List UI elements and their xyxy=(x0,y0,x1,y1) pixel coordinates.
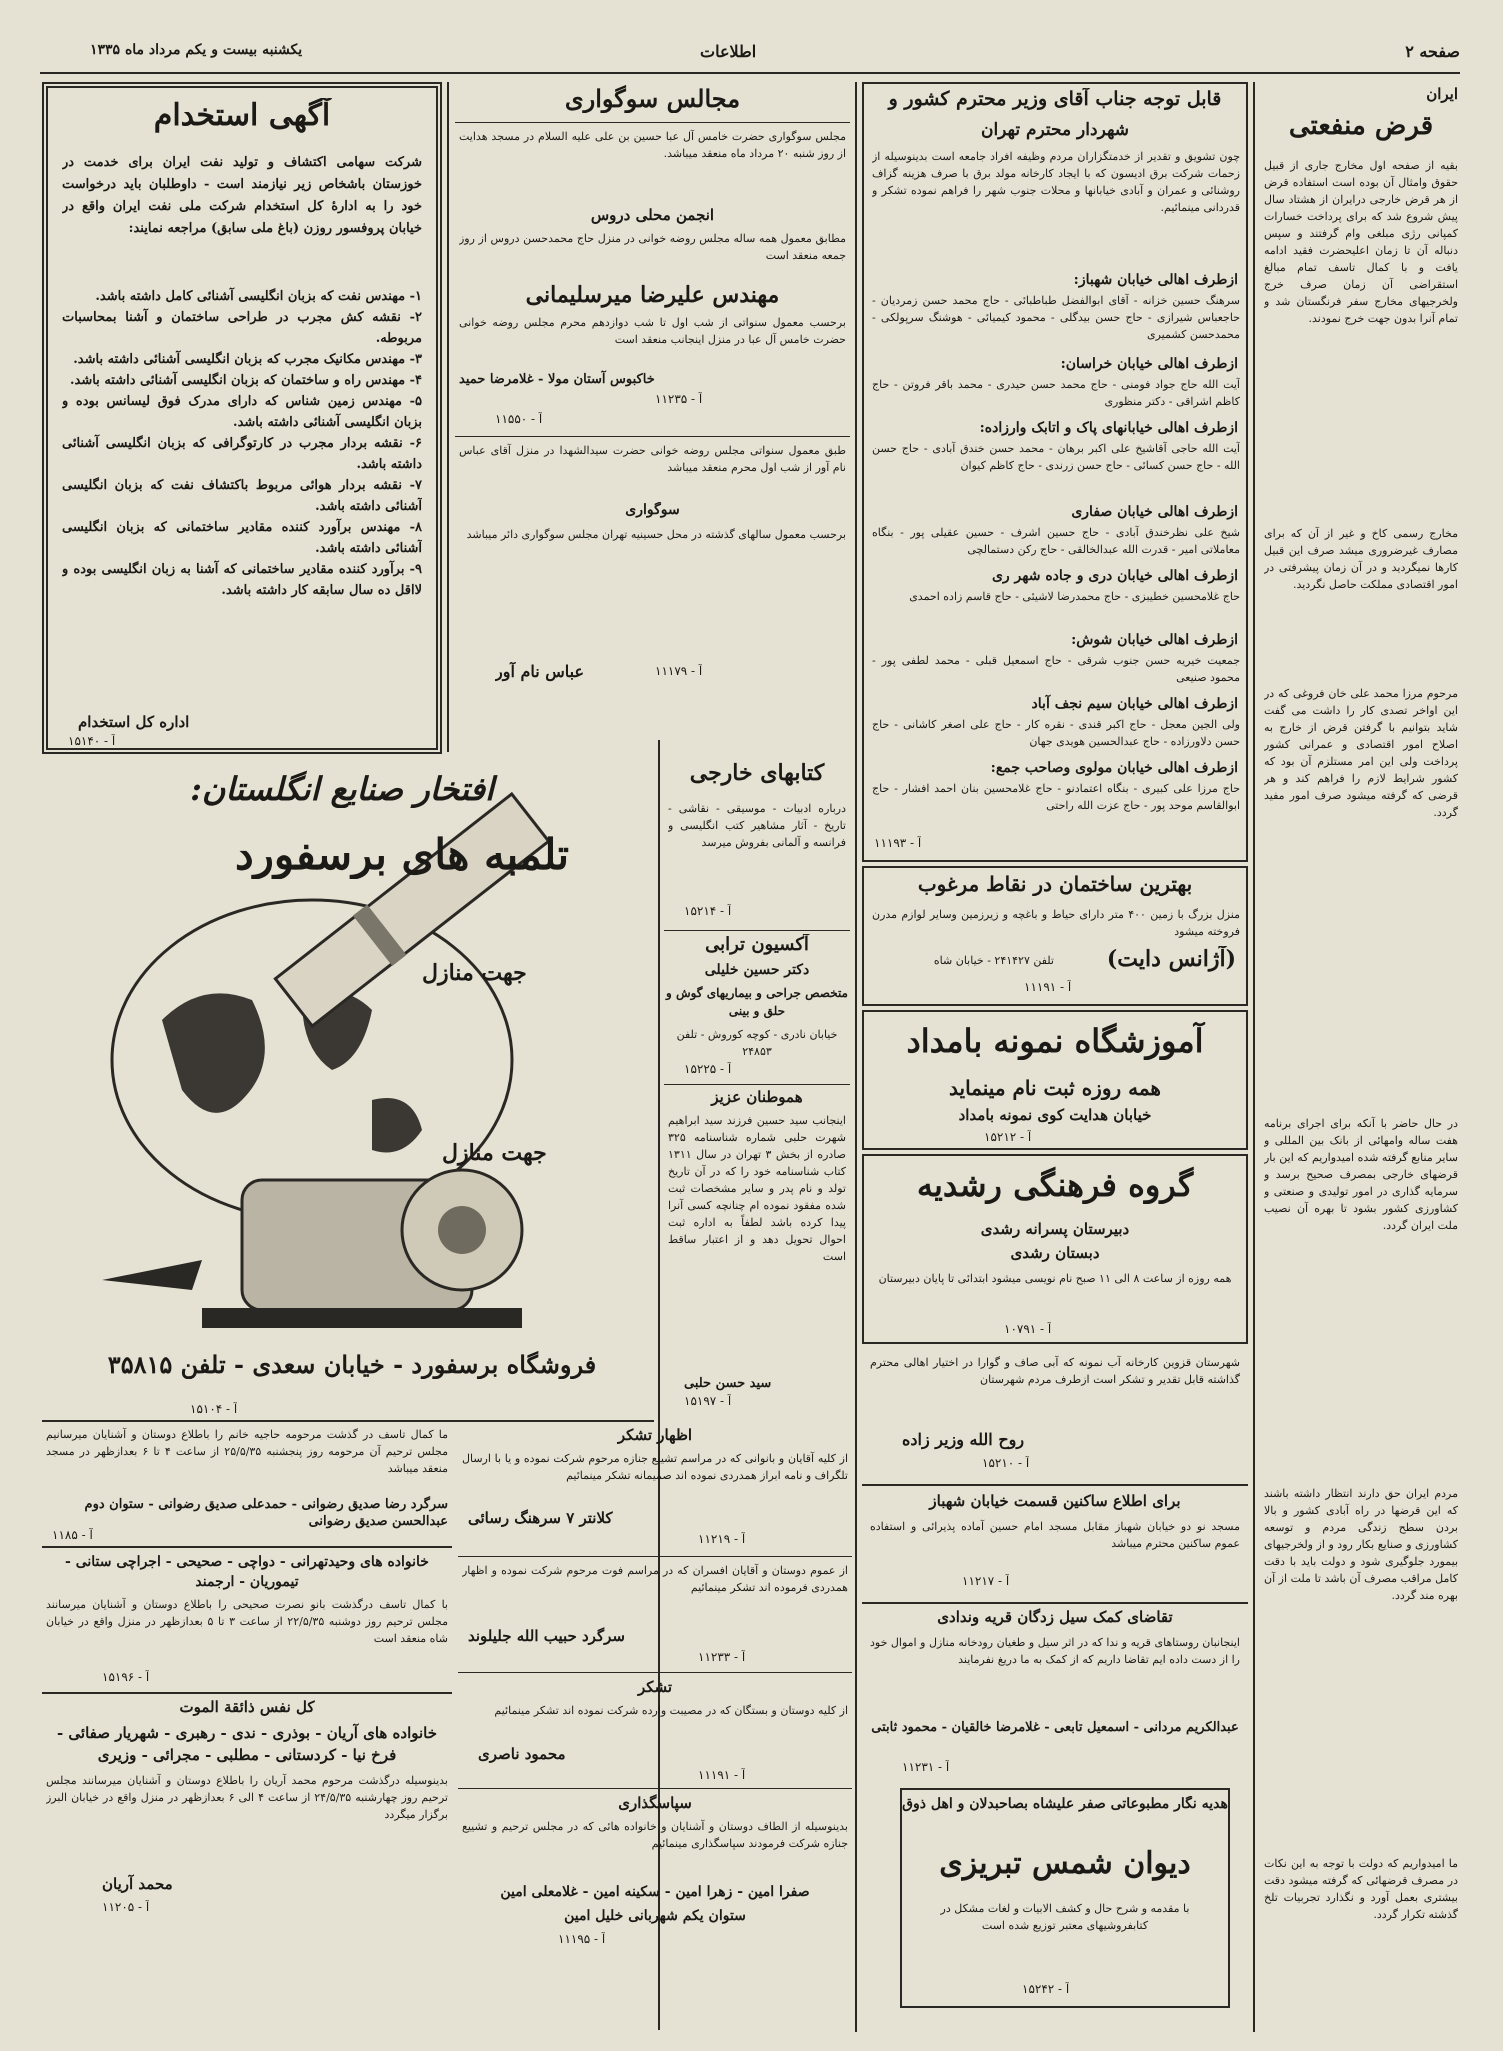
ad-body: همه روزه از ساعت ۸ الی ۱۱ صبح نام نویسی میشود ابتدائی تا پایان دبیرستان xyxy=(878,1272,1232,1285)
ad-code: آ - ۱۱۸۵ xyxy=(52,1528,93,1542)
ad-slogan: افتخار صنایع انگلستان: xyxy=(190,770,494,808)
ad-code: آ - ۱۱۲۳۵ xyxy=(655,392,703,406)
divan-ad xyxy=(900,1788,1230,2008)
ad-code: آ - ۱۱۲۳۱ xyxy=(902,1760,950,1774)
divider xyxy=(42,1546,452,1548)
group-heading: ازطرف اهالی خیابان خراسان: xyxy=(1060,356,1238,372)
pump-brand: تلمبه های برسفورد xyxy=(234,830,570,879)
ad-body: اینجانب سید حسین فرزند سید ابراهیم شهرت حلبی شماره شناسنامه ۳۲۵ صادره از بخش ۳ تهران در سال ۱۳۱۱ کتاب شناسنامه خود را که در آن تاریخ تولد و نام پدر و سایر مشخصات ثبت شده مفقود نموده ام چنانچه کسی آنرا پیدا کرده باشد لطفاً به اداره ثبت احوال تحویل دهد و از اعتبار ساقط است xyxy=(668,1114,846,1263)
divider xyxy=(458,1556,852,1557)
ad-signature: اداره کل استخدام xyxy=(78,713,190,731)
compatriots-ad xyxy=(664,1088,850,1418)
pump-arrow xyxy=(102,1260,202,1290)
ad-line: دکتر حسین خلیلی xyxy=(704,962,810,978)
notice-body: مطابق معمول همه ساله مجلس روضه خوانی در منزل حاج محمدحسن دروس از روز جمعه منعقد است xyxy=(459,232,846,262)
newspaper-name: اطلاعات xyxy=(700,42,757,61)
position-item: ۷- نقشه بردار هوائی مربوط باکتشاف نفت که بزبان انگلیسی آشنائی داشته باشد. xyxy=(62,478,422,514)
notice-title: کل نفس ذائقة الموت xyxy=(179,1698,315,1716)
notice-signature: سرگرد رضا صدیق رضوانی - حمدعلی صدیق رضوانی - ستوان دوم عبدالحسن صدیق رضوانی xyxy=(84,1497,448,1529)
column-divider xyxy=(855,82,857,2032)
divider xyxy=(42,1420,654,1422)
position-item: ۹- برآورد کننده مقادیر ساختمانی که آشنا به زبان انگلیسی بوده و لااقل ده سال سابقه کار داشته باشد. xyxy=(62,562,422,598)
notice-body: برحسب معمول سالهای گذشته در محل حسینیه تهران مجلس سوگواری دائر میباشد xyxy=(466,528,846,541)
school-ad xyxy=(862,1010,1248,1150)
position-item: ۲- نقشه کش مجرب در طراحی ساختمان و آشنا بمحاسبات مربوطه. xyxy=(62,310,422,346)
ad-code: آ - ۱۱۱۹۱ xyxy=(1024,980,1072,994)
ad-title: آموزشگاه نمونه بامداد xyxy=(906,1022,1204,1060)
ad-body: خیابان نادری - کوچه کوروش - تلفن ۲۴۸۵۳ xyxy=(676,1028,838,1058)
group-names: سرهنگ حسین خزانه - آقای ابوالفضل طباطبائی - حاج محمد حسن زمردیان - حاجعباس شیرازی - حاج حسن بیدگلی - محمود کیمیائی - هوشنگ سرپولکی - محمدحسن کشمیری xyxy=(872,294,1240,341)
column-divider xyxy=(447,82,449,752)
minister-notice xyxy=(862,82,1248,862)
obituary-1 xyxy=(42,1424,452,1544)
notice-body: با کمال تاسف درگذشت بانو نصرت صحیحی را باطلاع دوستان و آشنایان میرسانند مجلس ترحیم روز دوشنبه ۲۲/۵/۳۵ از ساعت ۳ تا ۵ بعدازظهر در منزل واقع در خیابان شاه منعقد است xyxy=(46,1598,448,1645)
ad-signature: سید حسن حلبی xyxy=(684,1376,772,1391)
notice-body: اینجانبان روستاهای قریه و ندا که در اثر سیل و طغیان رودخانه منازل و اموال خود را از دست داده ایم تقاضا داریم که از کمک به ما دریغ نفرمایند xyxy=(870,1636,1240,1666)
ad-line: همه روزه ثبت نام مینماید xyxy=(949,1076,1161,1100)
ad-code: آ - ۱۰۷۹۱ xyxy=(1004,1322,1052,1336)
notice-title: تشکر xyxy=(637,1678,673,1696)
notice-title: اظهار تشکر xyxy=(617,1426,693,1444)
family-names: خانواده های آریان - بوذری - ندی - رهبری - شهریار صفائی - فرخ نیا - کردستانی - مطلبی - مجرائی - وزیری xyxy=(56,1724,438,1764)
hiring-ad xyxy=(42,82,442,754)
notice-subhead: شهردار محترم تهران xyxy=(980,120,1130,140)
notice-subtitle: سوگواری xyxy=(625,502,680,518)
article-title: قرض منفعتی xyxy=(1288,111,1434,141)
obituary-2 xyxy=(42,1550,452,1690)
article-body: بقیه از صفحه اول مخارج جاری از قبیل حقوق وامثال آن بوده است استفاده قرض از هر قرض خارجی درایران از هشتاد سال پیش شروع شد که برای پرداخت خسارات کمپانی رژی مبلغی وام گرفتند و سپس دنباله آن تا زمان اعلیحضرت فقید ادامه یافت و با کمال تاسف تمام مبالغ استقراضی آن زمان صرف خرج ولخرجیهای مخارج سفر فرنگستان شد و تمام آنرا بدون جهت خرج نمودند. xyxy=(1264,159,1458,325)
ad-body: درباره ادبیات - موسیقی - نقاشی - تاریخ - آثار مشاهیر کتب انگلیسی و فرانسه و آلمانی بفروش میرسد xyxy=(668,802,846,849)
group-names: حاج مرزا علی کبیری - بنگاه اعتمادنو - حاج غلامحسین بنان احمد افشار - حاج ابوالقاسم موحد پور - حاج عزت الله راحتی xyxy=(872,782,1240,812)
group-names: شیخ علی نظرخندق آبادی - حاج حسین اشرف - حسین عقیلی پور - بنگاه معاملاتی امیر - قدرت الله عبدالخالقی - حاج رکن دستمالچی xyxy=(872,526,1240,556)
page-number: صفحه ۲ xyxy=(1405,42,1460,61)
ad-line: متخصص جراحی و بیماریهای گوش و حلق و بینی xyxy=(665,986,848,1018)
page-header xyxy=(40,40,1460,68)
divider xyxy=(862,1484,1248,1486)
ad-code: آ - ۱۱۱۷۹ xyxy=(655,664,703,678)
group-heading: ازطرف اهالی خیابان صفاری xyxy=(1071,504,1238,520)
notice-body: برحسب معمول سنواتی از شب اول تا شب دوازدهم محرم مجلس روضه خوانی حضرت خامس آل عبا در منزل اینجانب منعقد است xyxy=(459,316,846,346)
ad-code: آ - ۱۵۱۰۴ xyxy=(190,1402,238,1416)
section-label: ایران xyxy=(1426,85,1458,103)
notice-signature: صفرا امین - زهرا امین - سکینه امین - غلامعلی امین xyxy=(500,1884,810,1900)
notice-body: از عموم دوستان و آقایان افسران که در مراسم فوت مرحوم شرکت نموده و اظهار همدردی فرموده اند تشکر مینمائیم xyxy=(462,1564,848,1594)
iran-column xyxy=(1262,85,1460,2030)
position-item: ۶- نقشه بردار مجرب در کارتوگرافی که بزبان انگلیسی آشنائی داشته باشد. xyxy=(62,436,422,472)
ad-code: آ - ۱۵۲۲۵ xyxy=(684,1062,732,1076)
pipe-barrel xyxy=(275,794,548,1026)
notice-body: مسجد نو دو خیابان شهباز مقابل مسجد امام حسین آماده پذیرائی و استفاده عموم ساکنین محترم میباشد xyxy=(870,1520,1240,1550)
section-title: مجالس سوگواری xyxy=(564,84,741,113)
article-body: مخارج رسمی کاخ و غیر از آن که برای مصارف غیرضروری میشد صرف این قبیل کارها نمیگردید و در آن زمان پیشرفتی در امور اقتصادی مملکت حاصل نگردید. xyxy=(1264,527,1458,591)
ad-code: آ - ۱۵۱۹۷ xyxy=(684,1394,732,1408)
mourning-notices xyxy=(455,82,850,742)
pump-tag: جهت منازل xyxy=(422,960,527,986)
divider xyxy=(455,122,850,123)
ad-line: دبستان رشدی xyxy=(1010,1244,1100,1262)
engineer-title: مهندس علیرضا میرسلیمانی xyxy=(525,282,780,308)
agency-logo: (آژانس دایت) xyxy=(1106,946,1236,972)
globe-continents xyxy=(162,992,422,1153)
books-ad xyxy=(664,760,850,928)
position-item: ۵- مهندس زمین شناس که دارای مدرک فوق لیسانس بوده و بزبان انگلیسی آشنائی داشته باشد. xyxy=(62,394,422,430)
group-heading: ازطرف اهالی خیابان مولوی وصاحب جمع: xyxy=(990,760,1238,776)
ad-code: آ - ۱۵۱۴۰ xyxy=(68,734,116,748)
notice-intro: چون تشویق و تقدیر از خدمتگزاران مردم وظیفه افراد جامعه است بدینوسیله از زحمات شرکت برق ادیسون که با ایجاد کارخانه مولد برق با صرف هزینه گزاف روشنائی و عمران و آبادی خیابانها و محلات جنوب شهر را فراهم نموده تشکر و قدردانی مینمائیم. xyxy=(872,150,1240,214)
group-names: آیت الله حاجی آقاشیخ علی اکبر برهان - محمد حسن خندق آبادی - حاج حسن الله - حاج حسن کسائی - حاج حسن زرندی - حاج کاظم کیوان xyxy=(872,442,1240,472)
notice-signature: خاکبوس آستان مولا - غلامرضا حمید xyxy=(459,372,655,387)
ad-code: آ - ۱۱۵۵۰ xyxy=(495,412,543,426)
pump-tag: جهت منازل xyxy=(442,1140,547,1166)
notice-signature: سرگرد حبیب الله جلیلوند xyxy=(468,1627,625,1645)
obituary-3 xyxy=(42,1696,452,2026)
ad-code: آ - ۱۱۲۳۳ xyxy=(698,1650,746,1664)
thanks-notice xyxy=(458,1424,852,1554)
group-names: آیت الله حاج جواد فومنی - حاج محمد حسن حیدری - محمد باقر فروتن - حاج کاظم اشراقی - دکتر منظوری xyxy=(872,378,1240,408)
ad-code: آ - ۱۱۲۰۵ xyxy=(102,1900,150,1914)
position-item: ۳- مهندس مکانیک مجرب که بزبان انگلیسی آشنائی داشته باشد. xyxy=(73,352,422,367)
notice-headline: قابل توجه جناب آقای وزیر محترم کشور و xyxy=(888,88,1222,110)
notice-signature: ستوان یکم شهربانی خلیل امین xyxy=(564,1908,746,1924)
group-heading: ازطرف اهالی خیابان شهباز: xyxy=(1073,272,1238,288)
article-body: ما امیدواریم که دولت با توجه به این نکات در مصرف قرضهائی که گرفته میشود دقت بیشتری بعمل آورد و نگذارد تجربیات تلخ گذشته تکرار گردد. xyxy=(1264,1857,1458,1921)
ad-top: هدیه نگار مطبوعاتی صفر علیشاه بصاحبدلان و اهل ذوق xyxy=(902,1796,1228,1812)
issue-date: یکشنبه بیست و یکم مرداد ماه ۱۳۳۵ xyxy=(90,42,303,58)
notice-title: برای اطلاع ساکنین قسمت خیابان شهباز xyxy=(929,1492,1181,1510)
sepas-notice xyxy=(458,1792,852,2028)
group-names: حاج غلامحسین خطیبزی - حاج محمدرضا لاشیئی - حاج قاسم زاده احمدی xyxy=(909,590,1240,603)
ad-code: آ - ۱۵۲۱۴ xyxy=(684,904,732,918)
group-heading: ازطرف اهالی خیابان شوش: xyxy=(1071,632,1238,648)
ad-code: آ - ۱۵۲۱۲ xyxy=(984,1130,1032,1144)
notice-signature: عبدالکریم مردانی - اسمعیل تابعی - غلامرضا خالقیان - محمود ثابتی xyxy=(871,1720,1239,1735)
pump-ad xyxy=(42,760,654,1400)
notice-title: خانواده های وحیدتهرانی - دواچی - صحیحی - اجراچی ستانی - تیموریان - ارجمند xyxy=(65,1554,429,1590)
article-body: مرحوم مرزا محمد علی خان فروغی که در این اواخر تصدی کار را داشت می گفت شاید بتوانیم با گرفتن قرض از خارج به اصلاح امور اقتصادی و عمرانی کشور پرداخت ولی این امر مستلزم آن بود که کشور شرایط لازم را فراهم کند و هر قرضی که گرفته میشود صرف امور مفید گردد. xyxy=(1264,687,1458,819)
notice-body: شهرستان قزوین کارخانه آب نمونه که آبی صاف و گوارا در اختیار اهالی محترم گذاشته قابل تقدیر و تشکر است ازطرف مردم شهرستان xyxy=(870,1356,1240,1386)
notice-subtitle: انجمن محلی دروس xyxy=(590,206,715,224)
roshdieh-ad xyxy=(862,1154,1248,1344)
notice-signature: محمد آریان xyxy=(102,1875,173,1893)
position-item: ۱- مهندس نفت که بزبان انگلیسی آشنائی کامل داشته باشد. xyxy=(95,289,422,304)
notice-body: از کلیه آقایان و بانوانی که در مراسم تشییع جنازه مرحوم شرکت نموده و یا با ارسال تلگراف و نامه ابراز همدردی نموده اند صمیمانه تشکر مینمائیم xyxy=(462,1452,848,1482)
divider xyxy=(664,930,850,931)
notice-body: مجلس سوگواری حضرت خامس آل عبا حسین بن علی علیه السلام در مسجد هدایت از روز شنبه ۲۰ مرداد ماه منعقد میباشد. xyxy=(459,130,846,160)
ad-title: آکسیون ترابی xyxy=(705,934,809,955)
ad-code: آ - ۱۵۱۹۶ xyxy=(102,1670,150,1684)
notice-signature: کلانتر ۷ سرهنگ رسائی xyxy=(468,1509,613,1527)
ad-line: دبیرستان پسرانه رشدی xyxy=(980,1220,1130,1238)
notice-body: طبق معمول سنواتی مجلس روضه خوانی حضرت سیدالشهدا در منزل آقای عباس نام آور از شب اول محرم منعقد میباشد xyxy=(459,444,846,474)
divider xyxy=(664,1084,850,1085)
ad-code: آ - ۱۱۱۹۳ xyxy=(874,836,922,850)
ad-code: آ - ۱۱۱۹۱ xyxy=(698,1768,746,1782)
thanks-notice-2 xyxy=(458,1560,852,1670)
divider xyxy=(458,1672,852,1673)
notice-signature: روح الله وزیر زاده xyxy=(902,1430,1025,1449)
shop-name: فروشگاه برسفورد - خیابان سعدی - تلفن ۳۵۸۱۵ xyxy=(107,1350,597,1379)
notice-body: از کلیه دوستان و بستگان که در مصیبت وارده شرکت نموده اند تشکر مینمائیم xyxy=(494,1704,848,1717)
ad-title: بهترین ساختمان در نقاط مرغوب xyxy=(917,872,1193,896)
ad-body: با مقدمه و شرح حال و کشف الابیات و لغات مشکل در کتابفروشیهای معتبر توزیع شده است xyxy=(940,1902,1190,1932)
shahbaz-notice xyxy=(862,1490,1248,1600)
ad-intro: شرکت سهامی اکتشاف و تولید نفت ایران برای خدمت در خوزستان باشخاص زیر نیازمند است - داوطلبان باید درخواست خود را به ادارهٔ کل استخدام شرکت ملی نفت ایران واقع در خیابان پروفسور روزن (باغ ملی سابق) مراجعه نمایند: xyxy=(62,155,422,236)
ad-code: آ - ۱۱۲۱۹ xyxy=(698,1532,746,1546)
notice-body: بدینوسیله درگذشت مرحوم محمد آریان را باطلاع دوستان و آشنایان میرسانند مجلس ترحیم روز چهارشنبه ۲۴/۵/۳۵ از ساعت ۴ الی ۶ بعدازظهر در منزل واقع در خیابان البرز برگزار میگردد xyxy=(46,1774,448,1821)
flood-notice xyxy=(862,1606,1248,1782)
position-list xyxy=(62,286,422,706)
article-body: مردم ایران حق دارند انتظار داشته باشند که این قرضها در راه آبادی کشور و بالا بردن سطح زندگی مردم و توسعه کشاورزی و صنایع بکار رود و از ولخرجیهای بیمورد جلوگیری شود و دولت باید با دقت کامل مراقب مصرف آن باشد تا ملت از آن بهره مند گردد. xyxy=(1264,1487,1458,1602)
water-notice xyxy=(862,1350,1248,1480)
group-heading: ازطرف اهالی خیابانهای پاک و اتابک وارزاده: xyxy=(979,420,1238,436)
article-body: در حال حاضر با آنکه برای اجرای برنامه هفت ساله وامهائی از بانک بین المللی و سایر منابع گرفته شده امیدواریم که این بار قرضهای خارجی بمصرف صحیح برسد و سرمایه گذاری در امور تولیدی و صنعتی و کشاورزی کشور بشود تا بهره آن نصیب ملت ایران گردد. xyxy=(1264,1117,1458,1232)
group-names: ولی الجین معجل - حاج اکبر قندی - نقره کار - حاج علی اصغر کاشانی - حاج حسن دلاورزاده - حاج عبدالحسین هویدی جهان xyxy=(872,718,1240,748)
ad-title: هموطنان عزیز xyxy=(711,1088,803,1106)
notice-body: بدینوسیله از الطاف دوستان و آشنایان و خانواده هائی که در مجلس ترحیم و تشییع جنازه شرکت فرمودند سپاسگذاری مینمائیم xyxy=(462,1820,848,1850)
group-names: جمعیت خیریه حسن جنوب شرقی - حاج اسمعیل قبلی - محمد لطفی پور - محمود صنیعی xyxy=(872,654,1240,684)
notice-body: ما کمال تاسف در گذشت مرحومه حاجیه خانم را باطلاع دوستان و آشنایان میرسانیم مجلس ترحیم آن مرحومه روز پنجشنبه ۲۵/۵/۳۵ از ساعت ۴ تا ۶ بعدازظهر در مسجد منعقد میباشد xyxy=(46,1428,448,1475)
column-divider xyxy=(1253,82,1255,2032)
building-ad xyxy=(862,866,1248,1006)
ad-body: منزل بزرگ با زمین ۴۰۰ متر دارای حیاط و باغچه و زیرزمین وسایر لوازم مدرن فروخته میشود xyxy=(872,908,1240,938)
group-heading: ازطرف اهالی خیابان دری و جاده شهر ری xyxy=(991,568,1238,584)
ad-code: آ - ۱۱۱۹۵ xyxy=(558,1932,606,1946)
notice-title: سپاسگذاری xyxy=(618,1794,692,1812)
divider xyxy=(455,436,850,437)
group-heading: ازطرف اهالی خیابان سیم نجف آباد xyxy=(1031,696,1238,712)
divider xyxy=(42,1692,452,1694)
doctor-ad xyxy=(664,934,850,1082)
divider xyxy=(862,1602,1248,1604)
ad-code: آ - ۱۱۲۱۷ xyxy=(962,1574,1010,1588)
notice-title: تقاضای کمک سیل زدگان قریه وندادی xyxy=(937,1608,1173,1626)
notice-signature: محمود ناصری xyxy=(478,1745,566,1763)
ad-line: خیابان هدایت کوی نمونه بامداد xyxy=(958,1106,1152,1124)
position-item: ۸- مهندس برآورد کننده مقادیر ساختمانی که بزبان انگلیسی آشنائی داشته باشد. xyxy=(62,520,422,556)
position-item: ۴- مهندس راه و ساختمان که بزبان انگلیسی آشنائی داشته باشد. xyxy=(69,373,422,388)
ad-code: آ - ۱۵۲۱۰ xyxy=(982,1456,1030,1470)
ad-body: تلفن ۲۴۱۴۲۷ - خیابان شاه xyxy=(933,954,1054,967)
divider xyxy=(458,1788,852,1789)
ad-title: آگهی استخدام xyxy=(153,98,331,133)
ad-title: دیوان شمس تبریزی xyxy=(939,1846,1191,1881)
ad-title: کتابهای خارجی xyxy=(689,760,825,786)
ad-code: آ - ۱۵۲۴۲ xyxy=(1022,1982,1070,1996)
ad-title: گروه فرهنگی رشدیه xyxy=(916,1166,1194,1204)
pump-base xyxy=(202,1308,522,1328)
header-rule xyxy=(40,72,1460,74)
notice-signature: عباس نام آور xyxy=(495,662,585,681)
tashakor-notice xyxy=(458,1676,852,1786)
